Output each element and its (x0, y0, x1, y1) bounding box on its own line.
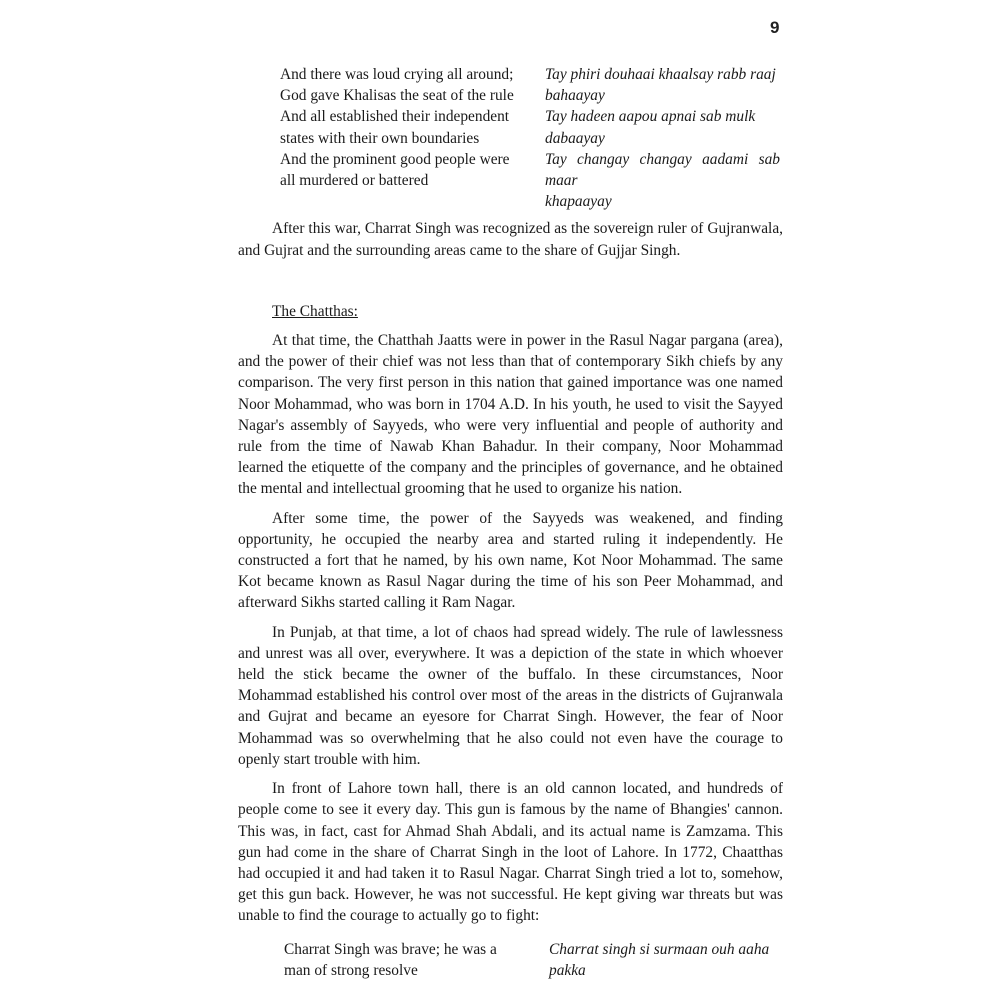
verse-line-en: all murdered or battered (280, 172, 429, 190)
verse-line-transliteration: Tay hadeen aapou apnai sab mulk (545, 108, 756, 126)
verse-line-transliteration: Tay phiri douhaai khaalsay rabb raaj (545, 66, 776, 83)
paragraph: In front of Lahore town hall, there is an old cannon located, and hundreds of people come to see it every day. This gun is famous by the name of Bhangies' cannon. This was, in fact, cast for Ahmad Shah Abdali, and its actual name is Zamzama. This gun had come in the share of Charrat Singh in the loot of Lahore. In 1772, Chaatthas had occupied it and had taken it to Rasul Nagar. Charrat Singh tried a lot to, somehow, get this gun back. However, he was not successful. He kept giving war threats but was unable to find the courage to actually go to fight: (238, 780, 783, 925)
verse-transliteration-column (545, 64, 780, 212)
verse-transliteration-column (549, 939, 784, 981)
verse-line-en: man of strong resolve (284, 961, 418, 979)
verse-english-column (284, 939, 536, 981)
verse-line-en: Charrat Singh was brave; he was a (284, 940, 497, 958)
verse-line-transliteration: dabaayay (545, 129, 605, 147)
verse-line-transliteration: Tay changay changay aadami sab maar (545, 150, 780, 190)
paragraph: At that time, the Chatthah Jaatts were in power in the Rasul Nagar pargana (area), and the power of their chief was not less than that of contemporary Sikh chiefs by any comparison. The very first person in this nation that gained importance was one named Noor Mohammad, who was born in 1704 A.D. In his youth, he used to visit the Sayyed Nagar's assembly of Sayyeds, who were very influential and people of authority and rule from the time of Nawab Khan Bahadur. In their company, Noor Mohammad learned the etiquette of the company and the principles of governance, and he obtained the mental and intellectual grooming that he used to organize his nation. (238, 332, 783, 498)
verse-line-en: And the prominent good people were (280, 150, 510, 168)
verse-line-transliteration: khapaayay (545, 193, 612, 211)
verse-english-column (280, 64, 532, 212)
paragraph: After some time, the power of the Sayyeds was weakened, and finding opportunity, he occupied the nearby area and started ruling it independently. He constructed a fort that he named, by his own name, Kot Noor Mohammad. The same Kot became known as Rasul Nagar during the time of his son Peer Mohammad, and afterward Sikhs started calling it Ram Nagar. (238, 509, 783, 612)
verse-line-en: states with their own boundaries (280, 129, 480, 147)
paragraph: In Punjab, at that time, a lot of chaos had spread widely. The rule of lawlessness and unrest was all over, everywhere. It was a depiction of the state in which whoever held the stick became the owner of the buffalo. In these circumstances, Noor Mohammad established his control over most of the areas in the districts of Gujranwala and Gujrat and became an eyesore for Charrat Singh. However, the fear of Noor Mohammad was so overwhelming that he also could not even have the courage to openly start trouble with him. (238, 623, 783, 768)
section-heading: The Chatthas: (272, 302, 358, 320)
verse-block-1 (280, 64, 780, 212)
verse-line-transliteration: bahaayay (545, 87, 605, 105)
page-body (238, 64, 783, 981)
verse-block-2 (284, 939, 784, 981)
paragraph-after-war: After this war, Charrat Singh was recognized as the sovereign ruler of Gujranwala, and Gujrat and the surrounding areas came to the share of Gujjar Singh. (238, 220, 783, 259)
verse-line-en: And there was loud crying all around; (280, 66, 514, 83)
verse-line-transliteration: pakka (549, 961, 586, 979)
verse-line-transliteration: Charrat singh si surmaan ouh aaha (549, 940, 770, 958)
page-number: 9 (770, 18, 780, 37)
verse-line-en: God gave Khalisas the seat of the rule (280, 87, 514, 105)
verse-line-en: And all established their independent (280, 108, 510, 126)
